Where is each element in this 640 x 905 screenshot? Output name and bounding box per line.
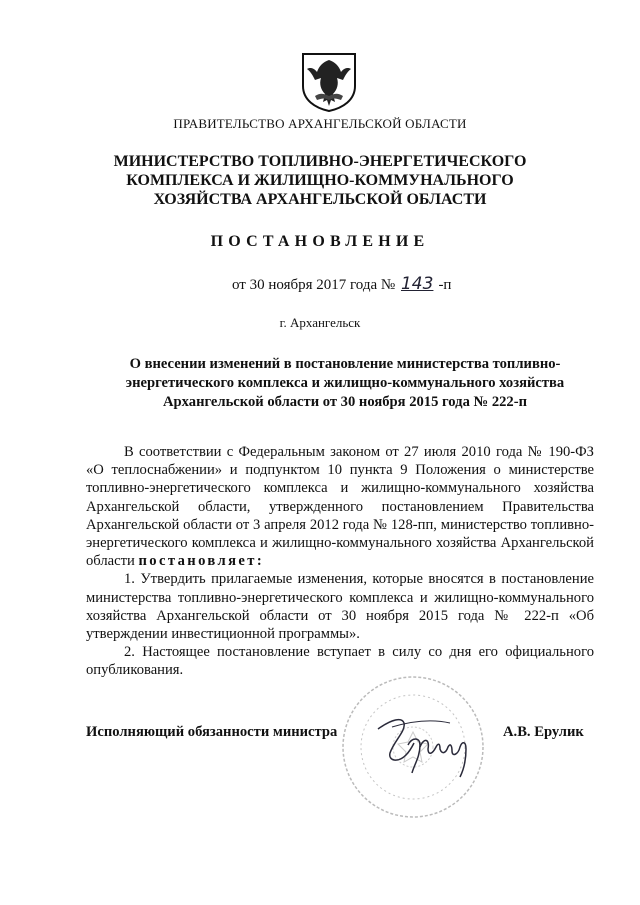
decree-city: г. Архангельск (279, 315, 361, 330)
ministry-line: КОМПЛЕКСА И ЖИЛИЩНО-КОММУНАЛЬНОГО (126, 172, 514, 189)
decree-subject (95, 355, 595, 412)
ministry-line: ХОЗЯЙСТВА АРХАНГЕЛЬСКОЙ ОБЛАСТИ (153, 191, 487, 208)
decree-date-line (232, 274, 451, 294)
decree-title: ПОСТАНОВЛЕНИЕ (210, 233, 430, 250)
preamble-text: В соответствии с Федеральным законом от 27 июля 2010 года № 190-ФЗ «О теплоснабжении» и подпунктом 10 пункта 9 Положения о министерстве топливно-энергетического комплекса и жилищно-коммунального хозяйства Архангельской области, утвержденного постановлением Правительства Архангельской области от 3 апреля 2012 года № 128-пп, министерство топливно-энергетического комплекса и жилищно-коммунального хозяйства Архангельской области (86, 444, 594, 570)
decree-number-suffix: -п (438, 277, 452, 293)
subject-line: Архангельской области от 30 ноября 2015 года № 222-п (163, 394, 527, 410)
signer-position: Исполняющий обязанности министра (86, 724, 338, 740)
preamble-paragraph (86, 443, 594, 570)
decree-item-1: 1. Утвердить прилагаемые изменения, которые вносятся в постановление министерства топливно-энергетического комплекса и жилищно-коммунального хозяйства Архангельской области от 30 ноября 2015 года № 222-п «Об утверждении инвестиционной программы». (86, 571, 594, 643)
subject-line: энергетического комплекса и жилищно-коммунального хозяйства (125, 375, 565, 391)
signer-name: А.В. Ерулик (503, 724, 584, 740)
government-name: ПРАВИТЕЛЬСТВО АРХАНГЕЛЬСКОЙ ОБЛАСТИ (173, 116, 467, 131)
ministry-name (0, 152, 640, 209)
resolves-word: постановляет: (138, 553, 265, 570)
handwritten-signature (372, 707, 522, 782)
decree-body (86, 443, 594, 680)
ministry-line: МИНИСТЕРСТВО ТОПЛИВНО-ЭНЕРГЕТИЧЕСКОГО (113, 153, 527, 170)
decree-number-handwritten: 143 (400, 274, 434, 294)
decree-item-2: 2. Настоящее постановление вступает в силу со дня его официального опубликования. (86, 644, 594, 679)
subject-line: О внесении изменений в постановление министерства топливно- (129, 356, 561, 372)
decree-date: от 30 ноября 2017 года № (232, 277, 396, 293)
coat-of-arms-icon (299, 50, 359, 112)
